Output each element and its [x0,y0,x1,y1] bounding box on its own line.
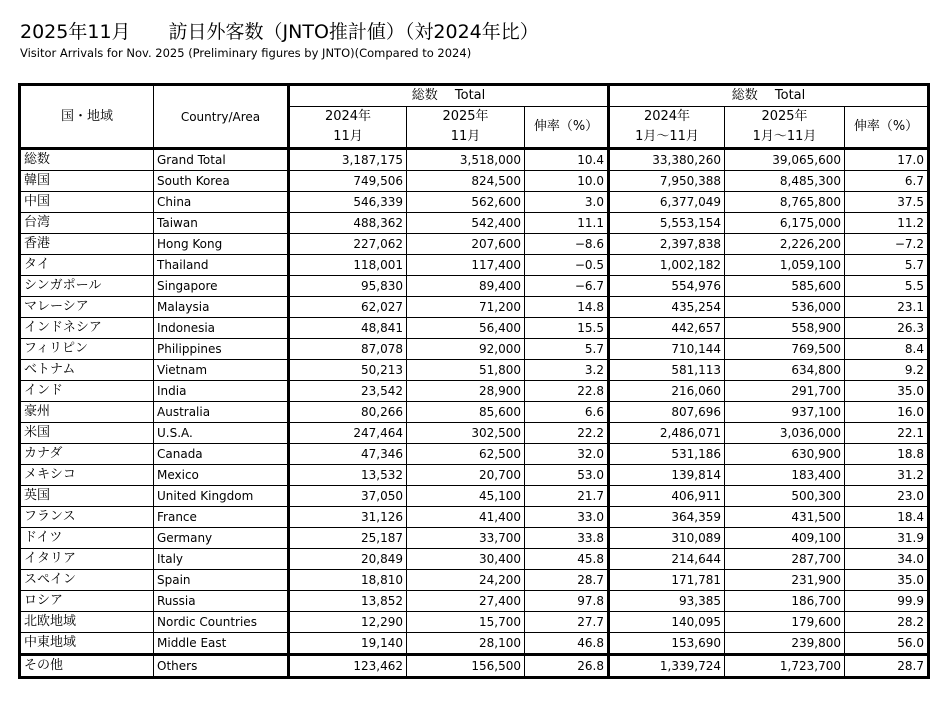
ytd-growth-rate: 35.0 [845,381,929,402]
nov-2024-value: 18,810 [289,570,407,591]
table-row [20,444,929,465]
ytd-growth-rate: 5.7 [845,255,929,276]
header-group-ytd: 総数 Total [609,85,929,107]
ytd-2024-value: 442,657 [609,318,725,339]
country-en: South Korea [154,171,289,192]
header-row-1 [20,85,929,107]
ytd-growth-rate: 18.4 [845,507,929,528]
ytd-2024-value: 807,696 [609,402,725,423]
nov-2025-value: 824,500 [407,171,525,192]
header-nov2025-year: 2025年 [407,107,525,128]
country-jp: イタリア [20,549,154,570]
ytd-2025-value: 186,700 [725,591,845,612]
ytd-2025-value: 2,226,200 [725,234,845,255]
country-en: Others [154,655,289,678]
nov-2025-value: 156,500 [407,655,525,678]
nov-growth-rate: 22.8 [525,381,609,402]
country-jp: マレーシア [20,297,154,318]
nov-growth-rate: 10.4 [525,149,609,171]
nov-growth-rate: 10.0 [525,171,609,192]
nov-2025-value: 89,400 [407,276,525,297]
country-jp: ベトナム [20,360,154,381]
ytd-2025-value: 937,100 [725,402,845,423]
country-jp: 中東地域 [20,633,154,655]
country-jp: 韓国 [20,171,154,192]
table-row [20,149,929,171]
table-row [20,507,929,528]
nov-2025-value: 62,500 [407,444,525,465]
country-jp: 台湾 [20,213,154,234]
ytd-2024-value: 364,359 [609,507,725,528]
country-jp: ロシア [20,591,154,612]
table-row [20,549,929,570]
nov-growth-rate: 45.8 [525,549,609,570]
nov-growth-rate: 33.0 [525,507,609,528]
country-en: Russia [154,591,289,612]
country-en: Vietnam [154,360,289,381]
ytd-2024-value: 7,950,388 [609,171,725,192]
ytd-growth-rate: 8.4 [845,339,929,360]
country-jp: 北欧地域 [20,612,154,633]
nov-2025-value: 45,100 [407,486,525,507]
ytd-2025-value: 6,175,000 [725,213,845,234]
table-row [20,423,929,444]
ytd-2024-value: 171,781 [609,570,725,591]
nov-2025-value: 207,600 [407,234,525,255]
country-jp: 総数 [20,149,154,171]
page-title: 2025年11月 訪日外客数（JNTO推計値）（対2024年比） [20,21,539,43]
nov-2024-value: 48,841 [289,318,407,339]
country-en: Germany [154,528,289,549]
table-row [20,612,929,633]
country-jp: その他 [20,655,154,678]
nov-2024-value: 13,852 [289,591,407,612]
nov-growth-rate: 28.7 [525,570,609,591]
country-en: United Kingdom [154,486,289,507]
ytd-2024-value: 153,690 [609,633,725,655]
nov-growth-rate: −0.5 [525,255,609,276]
ytd-2024-value: 2,397,838 [609,234,725,255]
nov-2024-value: 25,187 [289,528,407,549]
ytd-2024-value: 6,377,049 [609,192,725,213]
country-jp: タイ [20,255,154,276]
nov-2025-value: 30,400 [407,549,525,570]
country-jp: シンガポール [20,276,154,297]
ytd-2024-value: 216,060 [609,381,725,402]
nov-growth-rate: 6.6 [525,402,609,423]
ytd-2025-value: 536,000 [725,297,845,318]
nov-2024-value: 87,078 [289,339,407,360]
header-ytd2025-year: 2025年 [725,107,845,128]
nov-2024-value: 31,126 [289,507,407,528]
country-en: Indonesia [154,318,289,339]
nov-2024-value: 37,050 [289,486,407,507]
country-en: Malaysia [154,297,289,318]
nov-2025-value: 117,400 [407,255,525,276]
country-en: Philippines [154,339,289,360]
country-en: Italy [154,549,289,570]
table-row [20,255,929,276]
ytd-2025-value: 183,400 [725,465,845,486]
nov-2025-value: 33,700 [407,528,525,549]
nov-growth-rate: 3.0 [525,192,609,213]
ytd-2025-value: 1,059,100 [725,255,845,276]
ytd-2024-value: 406,911 [609,486,725,507]
nov-growth-rate: 46.8 [525,633,609,655]
country-jp: フィリピン [20,339,154,360]
ytd-growth-rate: 11.2 [845,213,929,234]
country-jp: スペイン [20,570,154,591]
ytd-2025-value: 431,500 [725,507,845,528]
table-row [20,339,929,360]
ytd-2024-value: 93,385 [609,591,725,612]
table-row [20,171,929,192]
country-en: Taiwan [154,213,289,234]
ytd-2025-value: 630,900 [725,444,845,465]
country-jp: インドネシア [20,318,154,339]
header-country-jp: 国・地域 [20,85,154,149]
nov-growth-rate: 32.0 [525,444,609,465]
ytd-2025-value: 769,500 [725,339,845,360]
header-nov2024-period: 11月 [289,127,407,149]
nov-growth-rate: 15.5 [525,318,609,339]
ytd-growth-rate: 56.0 [845,633,929,655]
nov-2025-value: 27,400 [407,591,525,612]
country-jp: ドイツ [20,528,154,549]
nov-2025-value: 28,100 [407,633,525,655]
nov-growth-rate: 22.2 [525,423,609,444]
nov-growth-rate: −8.6 [525,234,609,255]
header-group-november: 総数 Total [289,85,609,107]
nov-2024-value: 19,140 [289,633,407,655]
nov-growth-rate: 26.8 [525,655,609,678]
header-ytd2025-period: 1月～11月 [725,127,845,149]
table-row [20,402,929,423]
ytd-2025-value: 239,800 [725,633,845,655]
ytd-growth-rate: 22.1 [845,423,929,444]
nov-2025-value: 20,700 [407,465,525,486]
nov-2024-value: 50,213 [289,360,407,381]
nov-2024-value: 118,001 [289,255,407,276]
nov-2025-value: 28,900 [407,381,525,402]
header-nov-rate: 伸率（%） [525,107,609,149]
nov-2024-value: 13,532 [289,465,407,486]
page-subtitle: Visitor Arrivals for Nov. 2025 (Preliminary figures by JNTO)(Compared to 2024) [20,46,472,60]
table-row [20,465,929,486]
ytd-growth-rate: 9.2 [845,360,929,381]
nov-2024-value: 23,542 [289,381,407,402]
nov-2024-value: 749,506 [289,171,407,192]
header-ytd2024-year: 2024年 [609,107,725,128]
ytd-growth-rate: −7.2 [845,234,929,255]
country-jp: 米国 [20,423,154,444]
ytd-2024-value: 581,113 [609,360,725,381]
ytd-2024-value: 2,486,071 [609,423,725,444]
nov-2025-value: 15,700 [407,612,525,633]
ytd-2025-value: 409,100 [725,528,845,549]
country-en: Thailand [154,255,289,276]
header-nov2025-period: 11月 [407,127,525,149]
country-jp: インド [20,381,154,402]
ytd-2025-value: 231,900 [725,570,845,591]
ytd-2025-value: 634,800 [725,360,845,381]
country-en: Hong Kong [154,234,289,255]
country-jp: 英国 [20,486,154,507]
nov-2025-value: 71,200 [407,297,525,318]
country-jp: カナダ [20,444,154,465]
nov-2024-value: 227,062 [289,234,407,255]
ytd-2025-value: 291,700 [725,381,845,402]
ytd-growth-rate: 26.3 [845,318,929,339]
ytd-growth-rate: 28.7 [845,655,929,678]
header-ytd2024-period: 1月～11月 [609,127,725,149]
table-row [20,276,929,297]
nov-2024-value: 3,187,175 [289,149,407,171]
nov-2024-value: 488,362 [289,213,407,234]
nov-2025-value: 51,800 [407,360,525,381]
country-en: India [154,381,289,402]
table-row [20,486,929,507]
nov-2024-value: 123,462 [289,655,407,678]
country-en: Spain [154,570,289,591]
ytd-2025-value: 585,600 [725,276,845,297]
ytd-growth-rate: 23.1 [845,297,929,318]
country-en: Middle East [154,633,289,655]
country-en: Grand Total [154,149,289,171]
table-row [20,528,929,549]
nov-2025-value: 56,400 [407,318,525,339]
ytd-2025-value: 39,065,600 [725,149,845,171]
table-row [20,318,929,339]
table-row [20,570,929,591]
nov-growth-rate: 5.7 [525,339,609,360]
nov-2025-value: 41,400 [407,507,525,528]
table-row [20,381,929,402]
ytd-growth-rate: 35.0 [845,570,929,591]
nov-growth-rate: 53.0 [525,465,609,486]
nov-growth-rate: 14.8 [525,297,609,318]
nov-2025-value: 85,600 [407,402,525,423]
country-en: U.S.A. [154,423,289,444]
ytd-growth-rate: 18.8 [845,444,929,465]
ytd-2025-value: 3,036,000 [725,423,845,444]
table-row [20,213,929,234]
nov-2025-value: 542,400 [407,213,525,234]
ytd-2024-value: 435,254 [609,297,725,318]
country-jp: メキシコ [20,465,154,486]
ytd-2025-value: 179,600 [725,612,845,633]
nov-growth-rate: 27.7 [525,612,609,633]
country-jp: 豪州 [20,402,154,423]
ytd-2025-value: 558,900 [725,318,845,339]
header-country-en: Country/Area [154,85,289,149]
nov-growth-rate: 21.7 [525,486,609,507]
ytd-2024-value: 140,095 [609,612,725,633]
nov-growth-rate: 33.8 [525,528,609,549]
ytd-2025-value: 1,723,700 [725,655,845,678]
table-row [20,360,929,381]
header-ytd-rate: 伸率（%） [845,107,929,149]
country-en: Australia [154,402,289,423]
table-row [20,633,929,655]
ytd-growth-rate: 28.2 [845,612,929,633]
country-en: France [154,507,289,528]
ytd-growth-rate: 6.7 [845,171,929,192]
nov-2025-value: 562,600 [407,192,525,213]
header-nov2024-year: 2024年 [289,107,407,128]
ytd-growth-rate: 34.0 [845,549,929,570]
table-row [20,655,929,678]
nov-2024-value: 47,346 [289,444,407,465]
ytd-2025-value: 500,300 [725,486,845,507]
table-row [20,591,929,612]
ytd-2024-value: 710,144 [609,339,725,360]
ytd-2024-value: 554,976 [609,276,725,297]
country-en: Singapore [154,276,289,297]
nov-growth-rate: 3.2 [525,360,609,381]
ytd-2025-value: 8,485,300 [725,171,845,192]
nov-2024-value: 247,464 [289,423,407,444]
nov-2024-value: 20,849 [289,549,407,570]
table-row [20,297,929,318]
ytd-2024-value: 531,186 [609,444,725,465]
ytd-2024-value: 310,089 [609,528,725,549]
nov-2024-value: 95,830 [289,276,407,297]
table-row [20,192,929,213]
ytd-growth-rate: 16.0 [845,402,929,423]
table-row [20,234,929,255]
country-en: China [154,192,289,213]
ytd-growth-rate: 31.2 [845,465,929,486]
ytd-growth-rate: 23.0 [845,486,929,507]
ytd-2024-value: 33,380,260 [609,149,725,171]
country-jp: 中国 [20,192,154,213]
ytd-2024-value: 1,002,182 [609,255,725,276]
ytd-growth-rate: 31.9 [845,528,929,549]
country-jp: 香港 [20,234,154,255]
country-jp: フランス [20,507,154,528]
visitor-arrivals-table [18,83,930,679]
ytd-growth-rate: 99.9 [845,591,929,612]
ytd-growth-rate: 17.0 [845,149,929,171]
country-en: Mexico [154,465,289,486]
nov-2024-value: 546,339 [289,192,407,213]
ytd-2024-value: 1,339,724 [609,655,725,678]
nov-2024-value: 80,266 [289,402,407,423]
ytd-2024-value: 139,814 [609,465,725,486]
ytd-growth-rate: 37.5 [845,192,929,213]
ytd-2025-value: 8,765,800 [725,192,845,213]
country-en: Nordic Countries [154,612,289,633]
ytd-growth-rate: 5.5 [845,276,929,297]
nov-2024-value: 12,290 [289,612,407,633]
nov-2024-value: 62,027 [289,297,407,318]
nov-growth-rate: −6.7 [525,276,609,297]
ytd-2025-value: 287,700 [725,549,845,570]
nov-2025-value: 92,000 [407,339,525,360]
country-en: Canada [154,444,289,465]
nov-2025-value: 24,200 [407,570,525,591]
nov-2025-value: 3,518,000 [407,149,525,171]
ytd-2024-value: 214,644 [609,549,725,570]
nov-2025-value: 302,500 [407,423,525,444]
ytd-2024-value: 5,553,154 [609,213,725,234]
nov-growth-rate: 11.1 [525,213,609,234]
nov-growth-rate: 97.8 [525,591,609,612]
